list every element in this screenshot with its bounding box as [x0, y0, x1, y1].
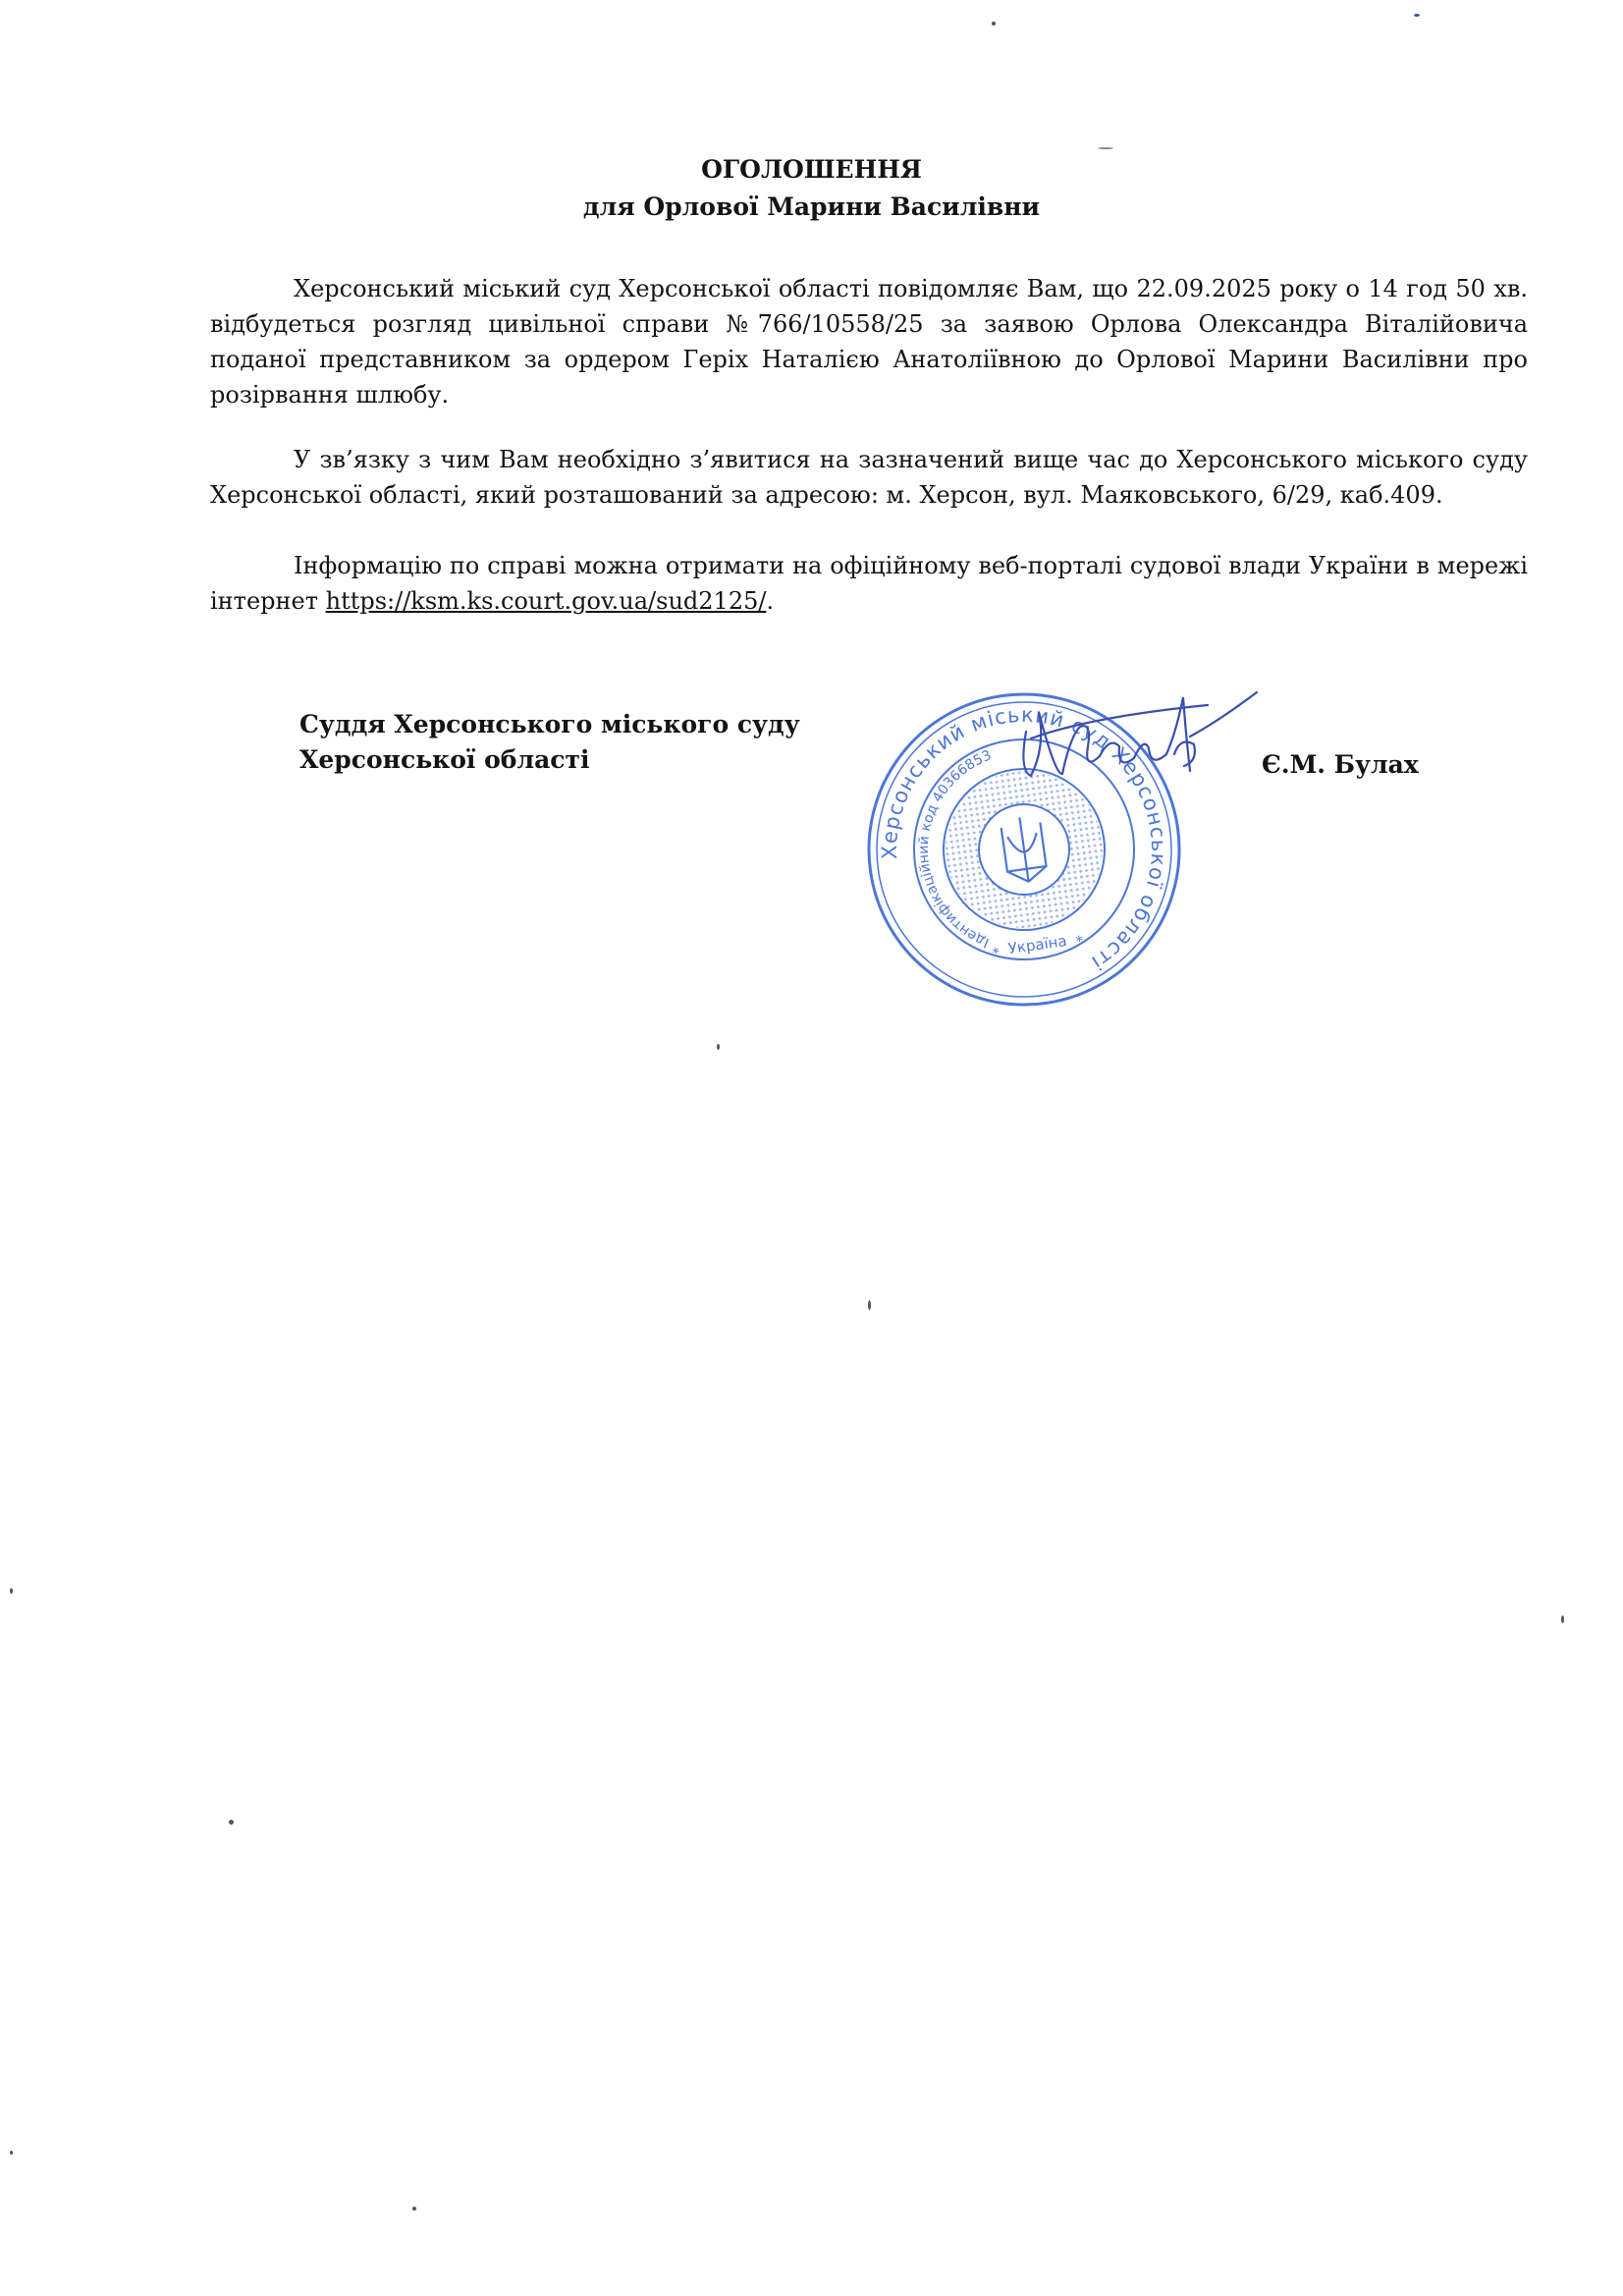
scan-speck — [1561, 1615, 1564, 1623]
judge-signature — [1001, 678, 1276, 795]
scan-speck — [10, 2151, 13, 2155]
stamp-bottom-text: Україна — [1006, 931, 1068, 958]
paragraph-hearing-notice-text: Херсонський міський суд Херсонської області повідомляє Вам, що 22.09.2025 року о 14 год 50 хв. відбудеться розгляд цивільної справи №766/10558/25 за заявою Орлова Олександра Віталійовича поданої представником за ордером Геріх Наталією Анатоліївною до Орлової Марини Василівни про розірвання шлюбу. — [210, 275, 1528, 409]
paragraph-info-end: . — [766, 587, 775, 615]
scan-speck — [229, 1820, 234, 1825]
svg-text:*: * — [1075, 933, 1085, 951]
judge-title-line-1: Суддя Херсонського міського суду — [299, 710, 800, 738]
judge-name: Є.М. Булах — [1262, 750, 1419, 779]
scan-speck — [412, 2207, 416, 2211]
document-title: ОГОЛОШЕННЯ — [701, 155, 922, 184]
paragraph-appearance-text: У зв’язку з чим Вам необхідно з’явитися на зазначений вище час до Херсонського міського суду Херсонської області, який розташований за адресою: м. Херсон, вул. Маяковського, 6/29, каб.409. — [210, 446, 1528, 509]
scan-speck — [10, 1588, 13, 1594]
paragraph-hearing-notice — [210, 271, 1528, 412]
scan-speck — [1098, 147, 1113, 149]
judge-title-line-2: Херсонської області — [299, 745, 590, 774]
scan-speck — [1414, 14, 1420, 17]
stamp-inner-text: Ідентифікаційний код 40366853 — [915, 747, 995, 951]
court-portal-link[interactable]: https://ksm.ks.court.gov.ua/sud2125/ — [325, 587, 767, 615]
svg-text:*: * — [991, 945, 1001, 962]
scan-speck — [868, 1300, 871, 1310]
paragraph-appearance — [210, 442, 1528, 513]
document-subtitle: для Орлової Марини Василівни — [582, 192, 1041, 221]
stamp-outer-text: Херсонський міський суд Херсонської області — [877, 702, 1171, 975]
paragraph-info — [210, 548, 1528, 619]
scan-speck — [717, 1044, 720, 1050]
paragraph-info-text: Інформацію по справі можна отримати на офіційному веб-порталі судової влади України в мережі інтернет — [210, 552, 1528, 615]
scan-speck — [992, 22, 996, 26]
